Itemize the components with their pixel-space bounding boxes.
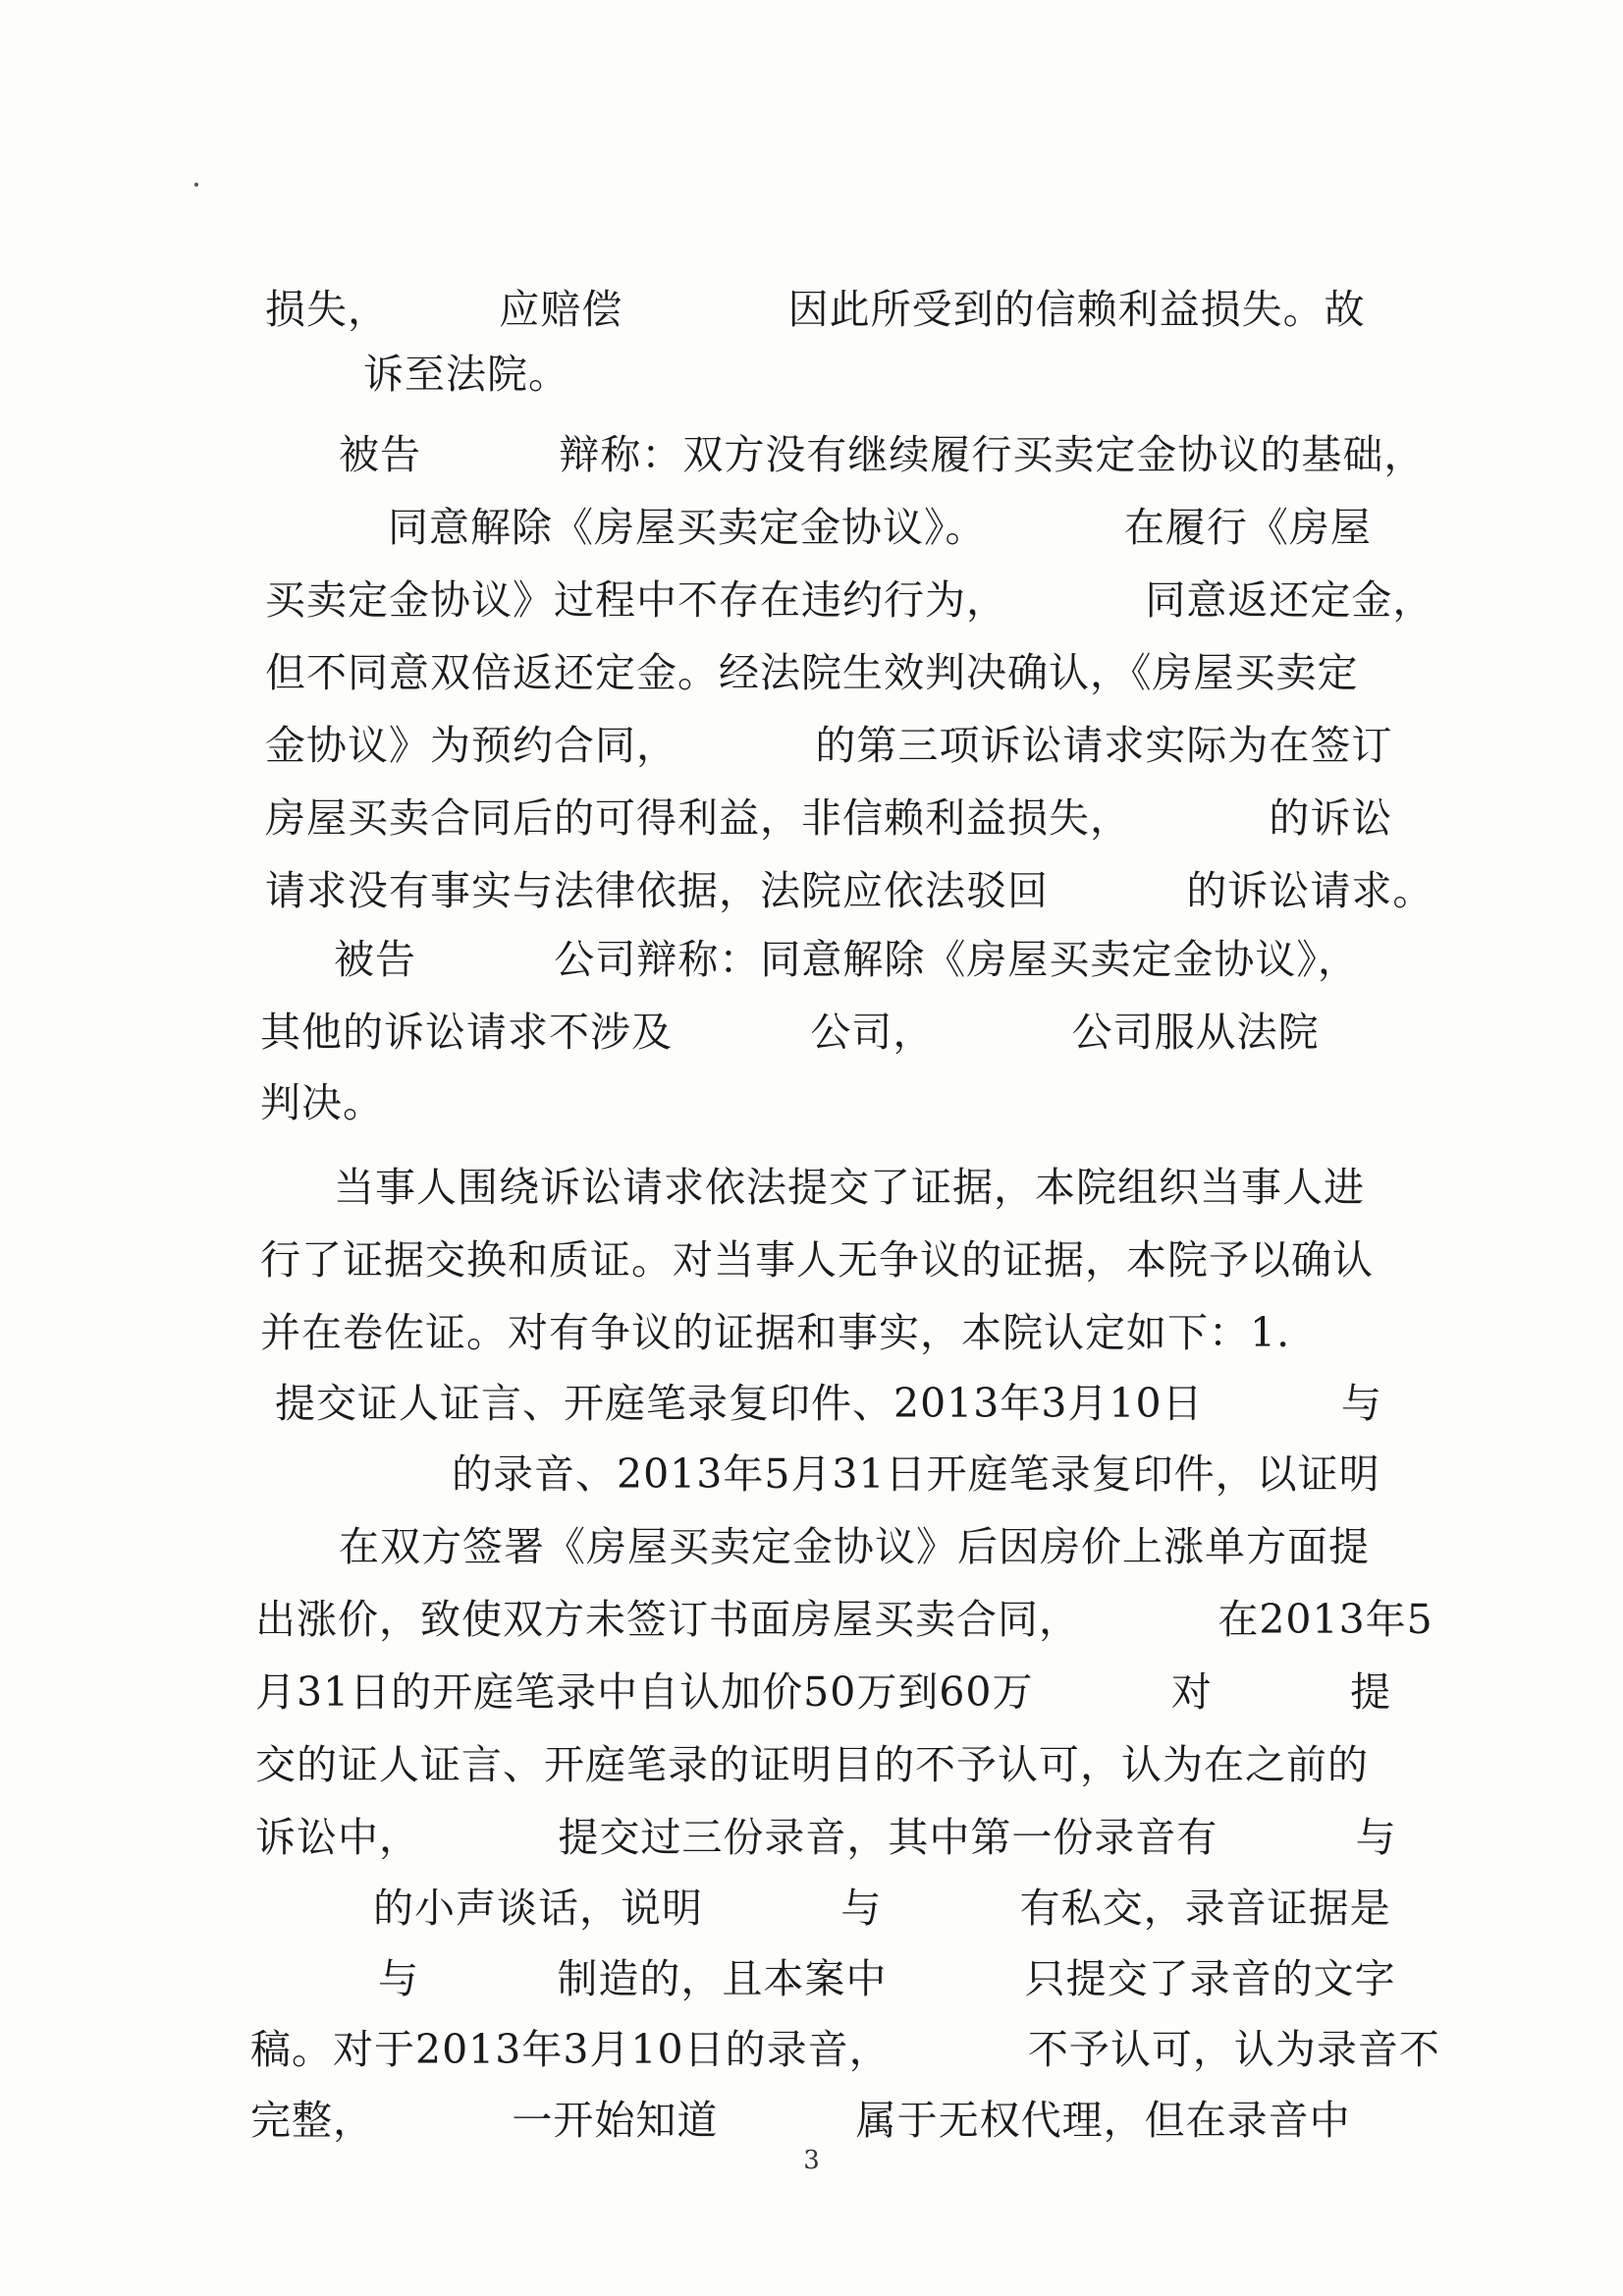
text-line: 行了证据交换和质证。对当事人无争议的证据，本院予以确认	[260, 1236, 1374, 1284]
page-number: 3	[803, 2146, 820, 2175]
text-line: 请求没有事实与法律依据，法院应依法驳回 的诉讼请求。	[265, 867, 1434, 914]
text-line: 稿。对于2013年3月10日的录音， 不予认可，认为录音不	[250, 2026, 1440, 2073]
text-line: 提交证人证言、开庭笔录复印件、2013年3月10日 与	[275, 1380, 1382, 1427]
text-line: 的录音、2013年5月31日开庭笔录复印件，以证明	[452, 1450, 1380, 1498]
text-line: 买卖定金协议》过程中不存在违约行为， 同意返还定金，	[265, 576, 1434, 624]
text-line: 出涨价，致使双方未签订书面房屋买卖合同， 在2013年5	[255, 1596, 1434, 1643]
text-line: 的小声谈话，说明 与 有私交，录音证据是	[373, 1885, 1391, 1932]
text-line: 房屋买卖合同后的可得利益，非信赖利益损失， 的诉讼	[265, 794, 1393, 842]
text-line: 并在卷佐证。对有争议的证据和事实，本院认定如下：1.	[260, 1309, 1291, 1356]
text-line: 被告 辩称：双方没有继续履行买卖定金协议的基础，	[339, 431, 1426, 478]
text-line: 金协议》为预约合同， 的第三项诉讼请求实际为在签订	[265, 722, 1393, 769]
text-line: 被告 公司辩称：同意解除《房屋买卖定金协议》，	[334, 936, 1359, 983]
text-line: 诉至法院。	[363, 351, 569, 398]
text-line: 损失， 应赔偿 因此所受到的信赖利益损失。故	[265, 286, 1366, 333]
text-line: 判决。	[260, 1079, 384, 1126]
text-line: 当事人围绕诉讼请求依法提交了证据，本院组织当事人进	[334, 1164, 1365, 1211]
text-line: 其他的诉讼请求不涉及 公司， 公司服从法院	[260, 1009, 1320, 1056]
text-line: 交的证人证言、开庭笔录的证明目的不予认可，认为在之前的	[255, 1741, 1369, 1788]
text-line: 完整， 一开始知道 属于无权代理，但在录音中	[250, 2097, 1351, 2144]
text-line: 与 制造的，且本案中 只提交了录音的文字	[378, 1955, 1396, 2002]
text-line: 诉讼中， 提交过三份录音，其中第一份录音有 与	[255, 1814, 1397, 1861]
text-line: 但不同意双倍返还定金。经法院生效判决确认，《房屋买卖定	[265, 649, 1359, 696]
scan-speck	[194, 183, 198, 187]
text-line: 同意解除《房屋买卖定金协议》。 在履行《房屋	[388, 504, 1372, 551]
text-line: 在双方签署《房屋买卖定金协议》后因房价上涨单方面提	[339, 1523, 1370, 1570]
text-line: 月31日的开庭笔录中自认加价50万到60万 对 提	[255, 1668, 1392, 1716]
